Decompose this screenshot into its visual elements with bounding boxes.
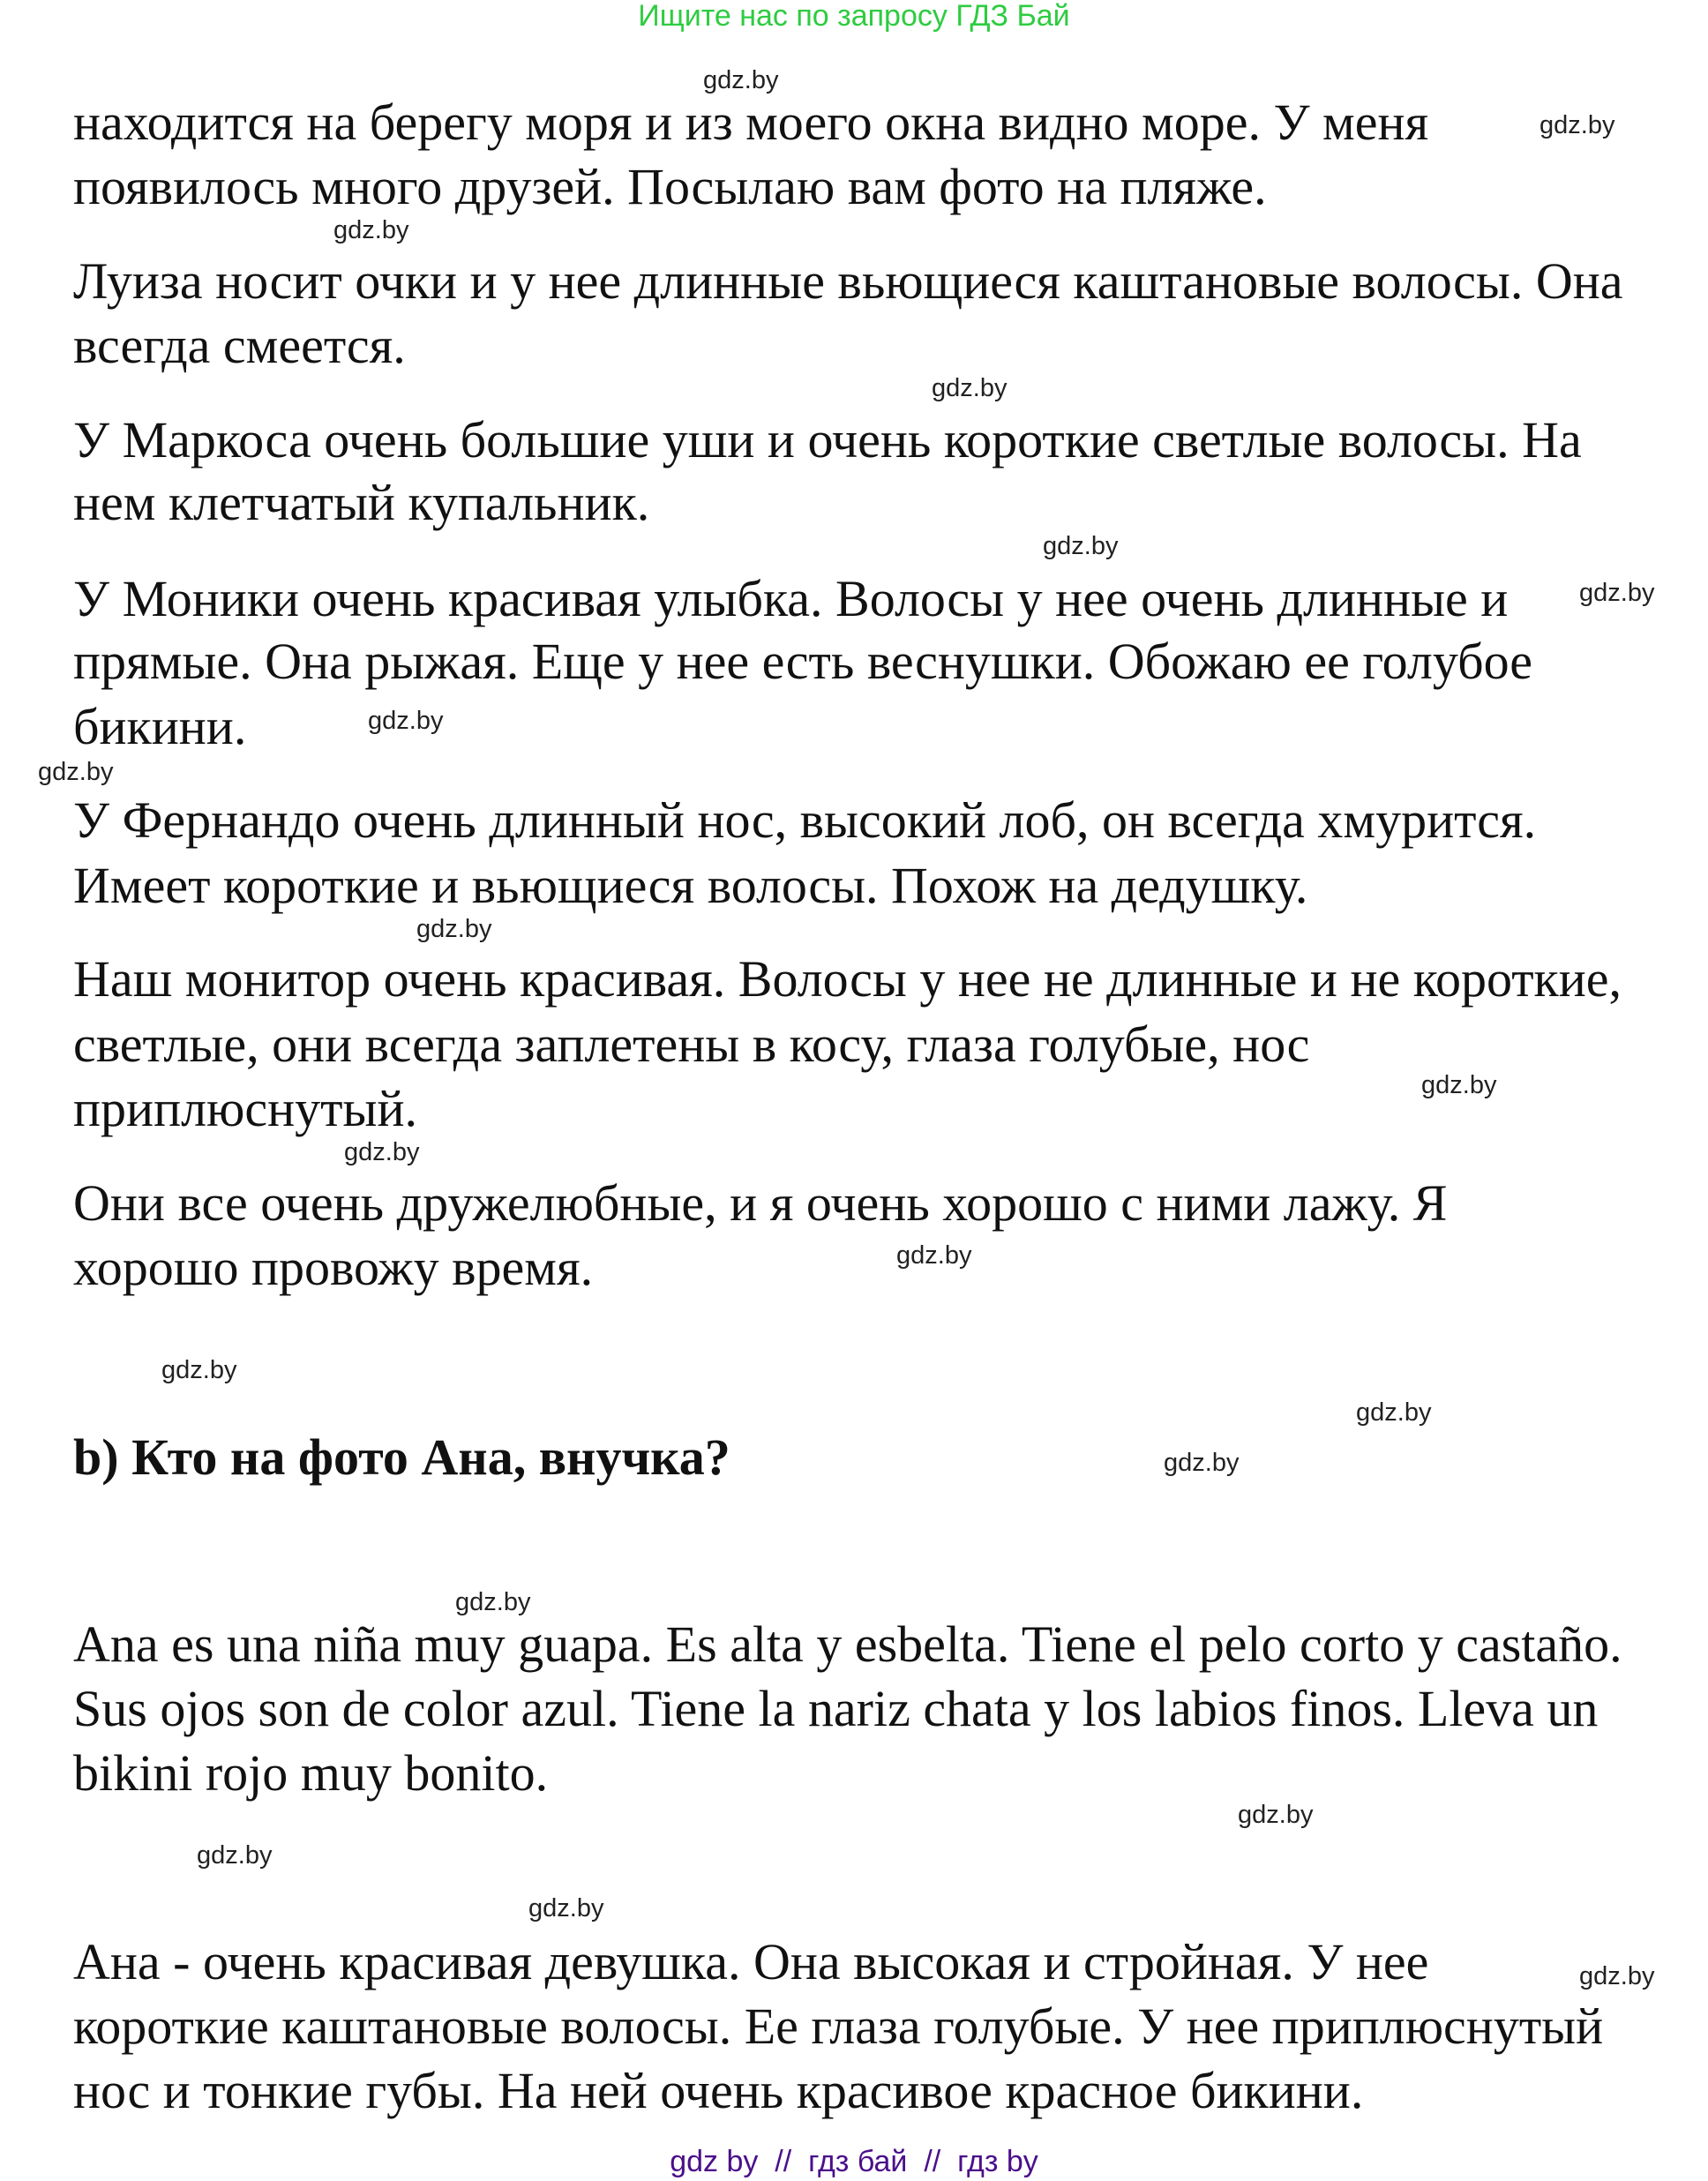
section-heading: b) Кто на фото Ана, внучка? [73, 1428, 730, 1486]
text-line: Они все очень дружелюбные, и я очень хорошо с ними лажу. Я [73, 1174, 1448, 1232]
watermark: gdz.by [1356, 1398, 1432, 1427]
watermark: gdz.by [932, 374, 1008, 402]
watermark: gdz.by [1421, 1071, 1497, 1099]
watermark: gdz.by [368, 707, 444, 735]
text-line: У Маркоса очень большие уши и очень короткие светлые волосы. На [73, 411, 1582, 468]
watermark: gdz.by [703, 66, 779, 94]
watermark: gdz.by [333, 216, 409, 244]
watermark: gdz.by [1539, 111, 1615, 139]
watermark: gdz.by [1579, 1962, 1655, 1990]
text-line: Ana es una niña muy guapa. Es alta y esbelta. Tiene el pelo corto y castaño. [73, 1615, 1622, 1673]
watermark: gdz.by [161, 1356, 237, 1384]
text-line: Sus ojos son de color azul. Tiene la nariz chata y los labios finos. Lleva un [73, 1680, 1599, 1737]
watermark: gdz.by [1043, 532, 1119, 560]
watermark: gdz.by [1164, 1449, 1240, 1477]
watermark: gdz.by [1238, 1801, 1314, 1829]
watermark: gdz.by [896, 1241, 972, 1270]
text-line: Имеет короткие и вьющиеся волосы. Похож на дедушку. [73, 857, 1308, 914]
text-line: хорошо провожу время. [73, 1239, 594, 1296]
text-line: У Моники очень красивая улыбка. Волосы у нее очень длинные и [73, 570, 1509, 627]
search-banner: Ищите нас по запросу ГДЗ Бай [638, 0, 1070, 33]
watermark: gdz.by [344, 1138, 420, 1166]
text-line: Ана - очень красивая девушка. Она высокая и стройная. У нее [73, 1933, 1429, 1990]
text-line: приплюснутый. [73, 1080, 418, 1137]
text-line: короткие каштановые волосы. Ее глаза голубые. У нее приплюснутый [73, 1997, 1604, 2055]
text-line: Луиза носит очки и у нее длинные вьющиеся каштановые волосы. Она [73, 252, 1623, 310]
text-line: светлые, они всегда заплетены в косу, глаза голубые, нос [73, 1016, 1310, 1073]
text-line: нем клетчатый купальник. [73, 474, 650, 531]
text-line: всегда смеется. [73, 317, 406, 374]
watermark: gdz.by [416, 915, 492, 943]
watermark: gdz.by [455, 1588, 531, 1616]
text-line: появилось много друзей. Посылаю вам фото на пляже. [73, 158, 1267, 215]
watermark: gdz.by [1579, 579, 1655, 607]
text-line: нос и тонкие губы. На ней очень красивое красное бикини. [73, 2062, 1364, 2119]
text-line: находится на берегу моря и из моего окна видно море. У меня [73, 94, 1429, 151]
footer-links[interactable]: gdz by // гдз бай // гдз by [670, 2145, 1038, 2178]
text-line: bikini rojo muy bonito. [73, 1744, 549, 1802]
text-line: У Фернандо очень длинный нос, высокий лоб, он всегда хмурится. [73, 791, 1537, 849]
watermark: gdz.by [38, 758, 114, 786]
text-line: Наш монитор очень красивая. Волосы у нее не длинные и не короткие, [73, 950, 1622, 1008]
text-line: бикини. [73, 698, 247, 755]
text-line: прямые. Она рыжая. Еще у нее есть веснушки. Обожаю ее голубое [73, 633, 1533, 690]
watermark: gdz.by [197, 1841, 273, 1870]
watermark: gdz.by [528, 1894, 604, 1922]
